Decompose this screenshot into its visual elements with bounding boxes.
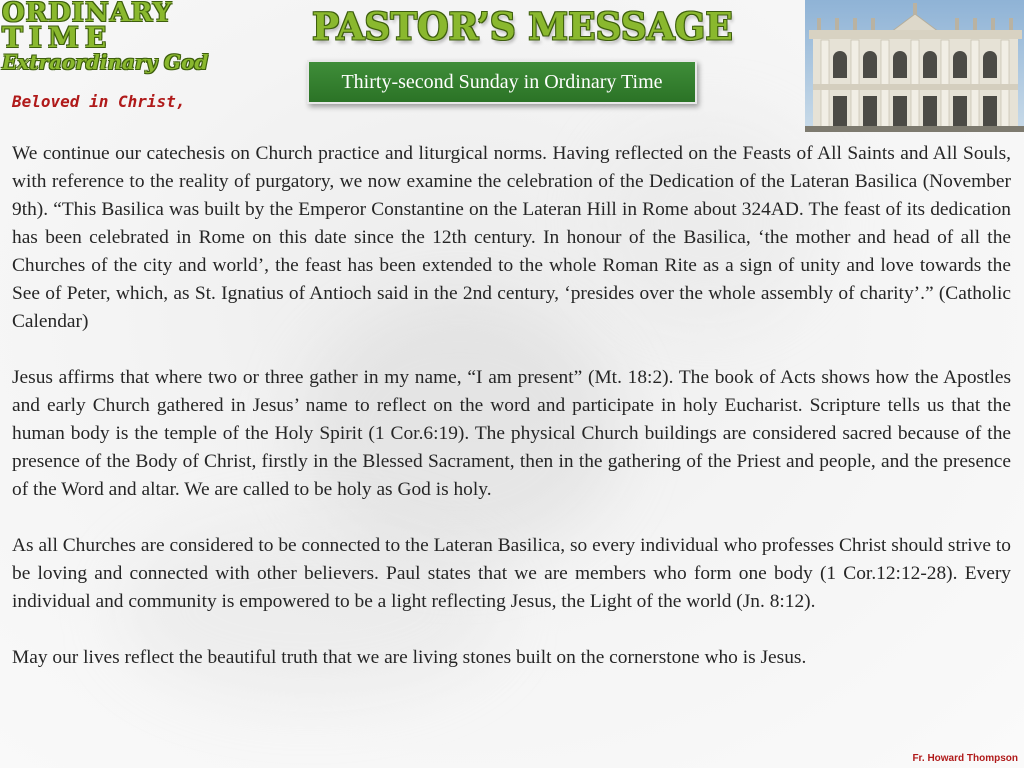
paragraph: We continue our catechesis on Church practice and liturgical norms. Having reflected on the Feasts of All Saints and All Souls, with reference to the reality of purgatory, we now examine the celebration of the Dedication of the Lateran Basilica (November 9th). “This Basilica was built by the Emperor Constantine on the Lateran Hill in Rome about 324AD. The feast of its dedication has been celebrated in Rome on this date since the 12th century. In honour of the Basilica, ‘the mother and head of all the Churches of the city and world’, the feast has been extended to the whole Roman Rite as a sign of unity and love towards the See of Peter, which, as St. Ignatius of Antioch said in the 2nd century, ‘presides over the whole assembly of charity’.” (Catholic Calendar) — [12, 143, 1011, 332]
logo-line-ordinary: ORDINARY — [2, 0, 173, 28]
logo-line-extraordinary-god: Extraordinary God — [2, 50, 209, 74]
paragraph: As all Churches are considered to be connected to the Lateran Basilica, so every individual who professes Christ should strive to be loving and connected with other believers. Paul states that we are members who form one body (1 Cor.12:12-28). Every individual and community is empowered to be a light reflecting Jesus, the Light of the world (Jn. 8:12). — [12, 535, 1011, 612]
message-body — [12, 140, 1011, 672]
paragraph: May our lives reflect the beautiful truth that we are living stones built on the cornerstone who is Jesus. — [12, 647, 807, 668]
lateran-basilica-image — [805, 0, 1024, 132]
page-title: PASTOR’S MESSAGE — [312, 4, 733, 50]
paragraph: Jesus affirms that where two or three gather in my name, “I am present” (Mt. 18:2). The book of Acts shows how the Apostles and early Church gathered in Jesus’ name to reflect on the word and participate in holy Eucharist. Scripture tells us that the human body is the temple of the Holy Spirit (1 Cor.6:19). The physical Church buildings are considered sacred because of the presence of the Body of Christ, firstly in the Blessed Sacrament, then in the gathering of the Priest and people, and the presence of the Word and altar. We are called to be holy as God is holy. — [12, 367, 1011, 500]
greeting: Beloved in Christ, — [12, 92, 186, 111]
subtitle-banner — [307, 60, 697, 104]
logo-line-time: TIME — [2, 21, 113, 54]
basilica-illustration — [805, 0, 1024, 132]
subtitle-text: Thirty-second Sunday in Ordinary Time — [341, 70, 663, 93]
signature: Fr. Howard Thompson — [912, 753, 1018, 764]
ordinary-time-logo — [2, 0, 252, 80]
